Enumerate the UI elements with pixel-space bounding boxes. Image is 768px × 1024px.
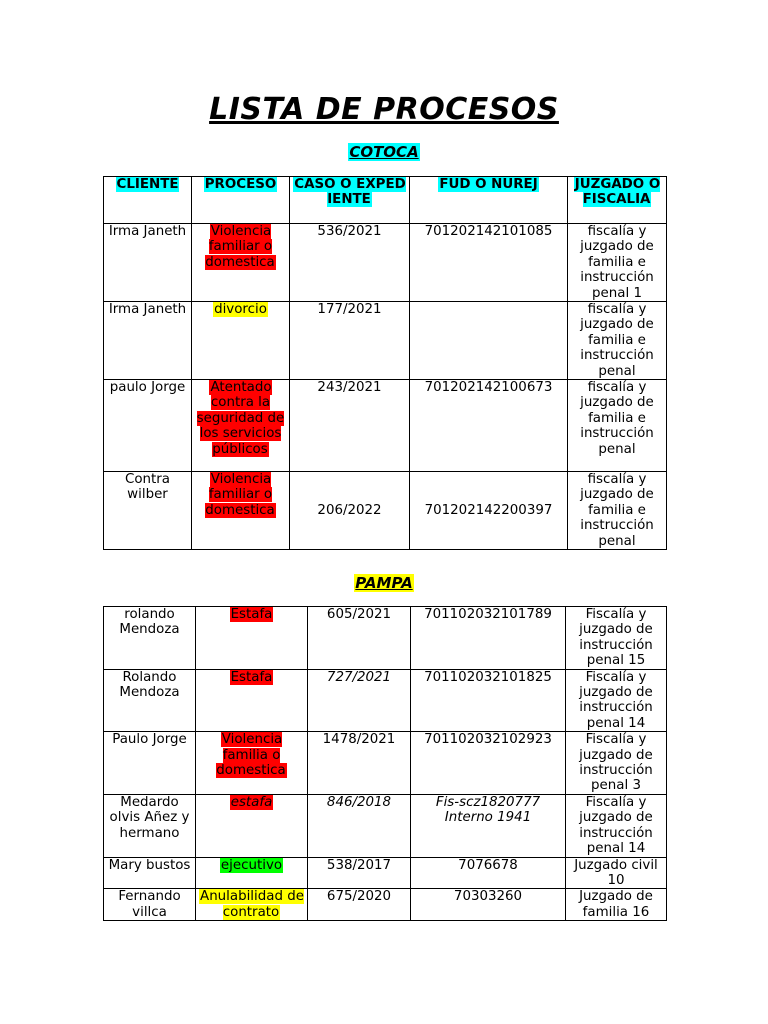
cell-fud: 701102032102923 [411,732,566,795]
table-row [104,224,667,302]
cell-caso: 846/2018 [308,794,411,857]
cell-juzgado: fiscalía y juzgado de familia e instrucción penal [568,380,667,472]
cell-caso: 675/2020 [308,889,411,921]
cell-cliente: Mary bustos [104,857,196,889]
table-row [104,380,667,472]
cell-proceso: Violencia familia o domestica [196,732,308,795]
cell-juzgado: Fiscalía y juzgado de instrucción penal 14 [566,669,667,732]
cell-proceso: Violencia familiar o domestica [192,224,290,302]
col-header-cliente: CLIENTE [104,177,192,224]
cell-cliente: Irma Janeth [104,224,192,302]
cell-fud: Fis-scz1820777 Interno 1941 [411,794,566,857]
table-row [104,732,667,795]
table-row [104,607,667,670]
cell-cliente: Contra wilber [104,472,192,550]
cell-caso: 243/2021 [290,380,410,472]
table-row [104,794,667,857]
table-row [104,302,667,380]
cell-juzgado: Fiscalía y juzgado de instrucción penal 15 [566,607,667,670]
section-name: COTOCA [349,143,419,161]
cell-caso: 177/2021 [290,302,410,380]
cell-cliente: Paulo Jorge [104,732,196,795]
pampa-table [103,606,667,921]
col-header-juzgado: JUZGADO O FISCALIA [568,177,667,224]
table-row [104,669,667,732]
section-title-pampa [0,574,768,592]
table-row [104,472,667,550]
cell-fud: 701202142101085 [410,224,568,302]
col-header-caso: CASO O EXPEDIENTE [290,177,410,224]
cell-cliente: paulo Jorge [104,380,192,472]
cell-cliente: rolando Mendoza [104,607,196,670]
cell-fud: 701202142100673 [410,380,568,472]
cell-juzgado: Juzgado de familia 16 [566,889,667,921]
cell-juzgado: Fiscalía y juzgado de instrucción penal 3 [566,732,667,795]
col-header-fud: FUD O NUREJ [410,177,568,224]
col-header-proceso: PROCESO [192,177,290,224]
cell-juzgado: fiscalía y juzgado de familia e instrucción penal [568,472,667,550]
section-name: PAMPA [355,574,413,592]
cell-caso: 206/2022 [290,472,410,550]
cell-proceso: estafa [196,794,308,857]
cell-juzgado: fiscalía y juzgado de familia e instrucción penal 1 [568,224,667,302]
cotoca-table [103,176,667,550]
cell-cliente: Irma Janeth [104,302,192,380]
table-header-row [104,177,667,224]
table-row [104,857,667,889]
cell-caso: 538/2017 [308,857,411,889]
cell-proceso: Estafa [196,669,308,732]
table-row [104,889,667,921]
cell-proceso: divorcio [192,302,290,380]
cell-proceso: Violencia familiar o domestica [192,472,290,550]
cell-fud: 701102032101789 [411,607,566,670]
cell-proceso: ejecutivo [196,857,308,889]
cell-juzgado: fiscalía y juzgado de familia e instrucción penal [568,302,667,380]
cell-caso: 1478/2021 [308,732,411,795]
cell-fud [410,302,568,380]
cell-fud: 7076678 [411,857,566,889]
cell-proceso: Estafa [196,607,308,670]
cell-cliente: Fernando villca [104,889,196,921]
cell-fud: 701102032101825 [411,669,566,732]
cell-fud: 70303260 [411,889,566,921]
page-title: LISTA DE PROCESOS [209,92,559,127]
cell-caso: 536/2021 [290,224,410,302]
cell-caso: 605/2021 [308,607,411,670]
cell-caso: 727/2021 [308,669,411,732]
cell-juzgado: Fiscalía y juzgado de instrucción penal 14 [566,794,667,857]
cell-cliente: Rolando Mendoza [104,669,196,732]
cell-juzgado: Juzgado civil 10 [566,857,667,889]
cell-proceso: Anulabilidad de contrato [196,889,308,921]
cell-proceso: Atentado contra la seguridad de los servicios públicos [192,380,290,472]
cell-fud: 701202142200397 [410,472,568,550]
section-title-cotoca [0,143,768,161]
cell-cliente: Medardo olvis Añez y hermano [104,794,196,857]
